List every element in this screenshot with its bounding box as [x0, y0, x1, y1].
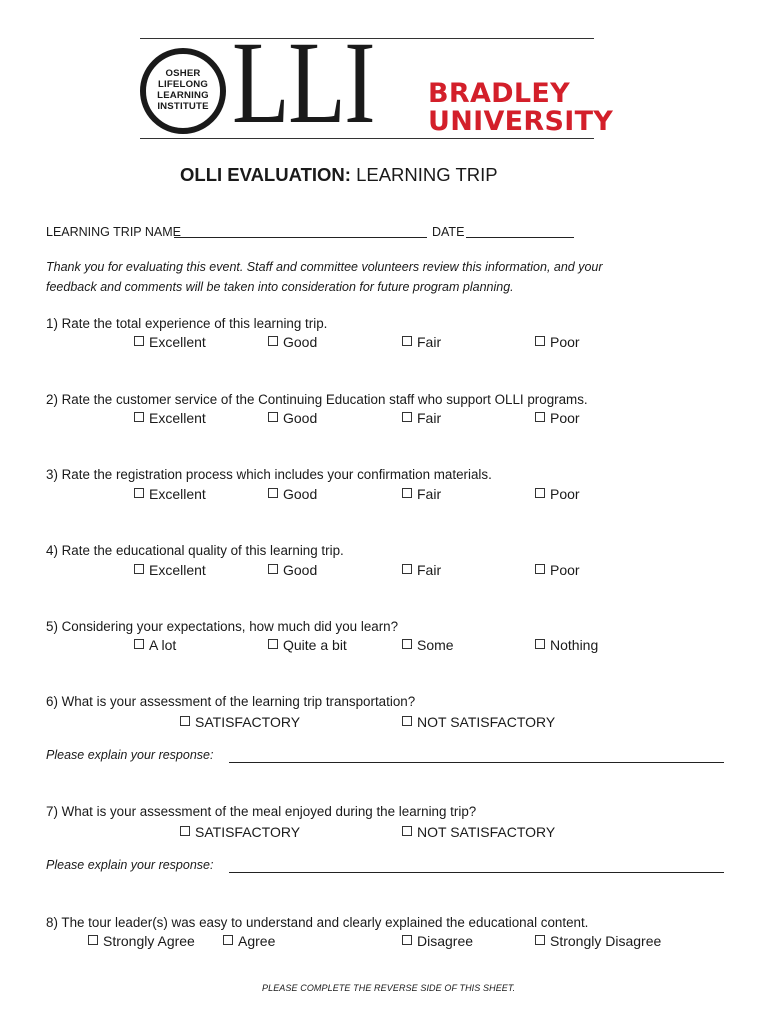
q2-option-fair[interactable] — [402, 410, 441, 426]
option-label: Good — [283, 410, 318, 426]
option-label: A lot — [149, 637, 177, 653]
checkbox-icon — [535, 336, 545, 346]
olli-circle-text — [150, 68, 216, 112]
q5-option-quite-a-bit[interactable] — [268, 637, 347, 653]
title-rest: LEARNING TRIP — [350, 164, 498, 185]
question-6: 6) What is your assessment of the learning trip transportation? — [46, 694, 416, 709]
checkbox-icon — [134, 639, 144, 649]
circle-line: LEARNING — [157, 90, 209, 101]
option-label: Poor — [550, 486, 580, 502]
option-label: NOT SATISFACTORY — [417, 824, 556, 840]
checkbox-icon — [134, 488, 144, 498]
option-label: SATISFACTORY — [195, 714, 301, 730]
q6-option-not-satisfactory[interactable] — [402, 714, 555, 730]
checkbox-icon — [268, 412, 278, 422]
q1-option-fair[interactable] — [402, 334, 441, 350]
checkbox-icon — [268, 336, 278, 346]
q6-explain-field[interactable] — [229, 762, 724, 763]
checkbox-icon — [402, 336, 412, 346]
q6-option-satisfactory[interactable] — [180, 714, 300, 730]
q5-option-nothing[interactable] — [535, 637, 598, 653]
bradley-wordmark: BRADLEY — [428, 78, 570, 109]
checkbox-icon — [268, 639, 278, 649]
footer-note: PLEASE COMPLETE THE REVERSE SIDE OF THIS SHEET. — [262, 983, 516, 993]
checkbox-icon — [134, 336, 144, 346]
trip-name-label: LEARNING TRIP NAME — [46, 225, 181, 239]
option-label: Strongly Disagree — [550, 933, 662, 949]
option-label: Fair — [417, 410, 442, 426]
question-4: 4) Rate the educational quality of this learning trip. — [46, 543, 344, 558]
date-field[interactable] — [466, 237, 574, 238]
university-wordmark: UNIVERSITY — [428, 106, 614, 137]
q2-option-good[interactable] — [268, 410, 317, 426]
q3-option-good[interactable] — [268, 486, 317, 502]
option-label: Excellent — [149, 562, 206, 578]
checkbox-icon — [180, 716, 190, 726]
q2-option-excellent[interactable] — [134, 410, 206, 426]
q1-option-poor[interactable] — [535, 334, 580, 350]
checkbox-icon — [535, 639, 545, 649]
checkbox-icon — [402, 935, 412, 945]
q3-option-fair[interactable] — [402, 486, 441, 502]
q2-option-poor[interactable] — [535, 410, 580, 426]
title-bold: OLLI EVALUATION: — [180, 164, 351, 185]
checkbox-icon — [134, 412, 144, 422]
option-label: Poor — [550, 410, 580, 426]
checkbox-icon — [402, 639, 412, 649]
checkbox-icon — [88, 935, 98, 945]
q4-option-excellent[interactable] — [134, 562, 206, 578]
intro-line-2: feedback and comments will be taken into consideration for future program planning. — [46, 280, 514, 294]
q1-option-good[interactable] — [268, 334, 317, 350]
checkbox-icon — [402, 716, 412, 726]
question-5: 5) Considering your expectations, how much did you learn? — [46, 619, 399, 634]
option-label: Agree — [238, 933, 276, 949]
logo-bottom-rule — [140, 138, 594, 139]
circle-line: INSTITUTE — [157, 101, 209, 112]
option-label: Good — [283, 562, 318, 578]
option-label: Good — [283, 334, 318, 350]
checkbox-icon — [402, 826, 412, 836]
checkbox-icon — [402, 412, 412, 422]
option-label: Excellent — [149, 486, 206, 502]
q1-option-excellent[interactable] — [134, 334, 206, 350]
option-label: Excellent — [149, 334, 206, 350]
q8-option-disagree[interactable] — [402, 933, 473, 949]
q8-option-agree[interactable] — [223, 933, 275, 949]
checkbox-icon — [268, 488, 278, 498]
option-label: Poor — [550, 562, 580, 578]
q8-option-strongly-disagree[interactable] — [535, 933, 661, 949]
q4-option-good[interactable] — [268, 562, 317, 578]
option-label: NOT SATISFACTORY — [417, 714, 556, 730]
checkbox-icon — [268, 564, 278, 574]
q4-option-poor[interactable] — [535, 562, 580, 578]
option-label: Good — [283, 486, 318, 502]
date-label: DATE — [432, 225, 465, 239]
checkbox-icon — [535, 935, 545, 945]
q3-option-excellent[interactable] — [134, 486, 206, 502]
intro-line-1: Thank you for evaluating this event. Staff and committee volunteers review this information, and your — [46, 260, 603, 274]
option-label: Disagree — [417, 933, 474, 949]
option-label: Fair — [417, 486, 442, 502]
circle-line: LIFELONG — [157, 79, 209, 90]
circle-line: OSHER — [165, 68, 201, 79]
option-label: Excellent — [149, 410, 206, 426]
checkbox-icon — [402, 564, 412, 574]
question-2: 2) Rate the customer service of the Continuing Education staff who support OLLI programs. — [46, 392, 588, 407]
option-label: Poor — [550, 334, 580, 350]
page-title — [180, 164, 498, 186]
question-1: 1) Rate the total experience of this learning trip. — [46, 316, 328, 331]
checkbox-icon — [535, 488, 545, 498]
q5-option-some[interactable] — [402, 637, 454, 653]
q4-option-fair[interactable] — [402, 562, 441, 578]
olli-logo-letters: LLI — [232, 17, 374, 148]
checkbox-icon — [535, 564, 545, 574]
option-label: Fair — [417, 334, 442, 350]
question-3: 3) Rate the registration process which includes your confirmation materials. — [46, 467, 492, 482]
q5-option-a-lot[interactable] — [134, 637, 176, 653]
checkbox-icon — [402, 488, 412, 498]
q6-explain-label: Please explain your response: — [46, 748, 214, 762]
q7-option-satisfactory[interactable] — [180, 824, 300, 840]
checkbox-icon — [134, 564, 144, 574]
question-8: 8) The tour leader(s) was easy to understand and clearly explained the educational content. — [46, 915, 589, 930]
option-label: Nothing — [550, 637, 599, 653]
option-label: Fair — [417, 562, 442, 578]
checkbox-icon — [535, 412, 545, 422]
checkbox-icon — [180, 826, 190, 836]
q7-option-not-satisfactory[interactable] — [402, 824, 555, 840]
checkbox-icon — [223, 935, 233, 945]
q3-option-poor[interactable] — [535, 486, 580, 502]
option-label: SATISFACTORY — [195, 824, 301, 840]
option-label: Strongly Agree — [103, 933, 195, 949]
q8-option-strongly-agree[interactable] — [88, 933, 195, 949]
option-label: Some — [417, 637, 454, 653]
trip-name-field[interactable] — [174, 237, 427, 238]
option-label: Quite a bit — [283, 637, 347, 653]
question-7: 7) What is your assessment of the meal enjoyed during the learning trip? — [46, 804, 477, 819]
q7-explain-field[interactable] — [229, 872, 724, 873]
q7-explain-label: Please explain your response: — [46, 858, 214, 872]
